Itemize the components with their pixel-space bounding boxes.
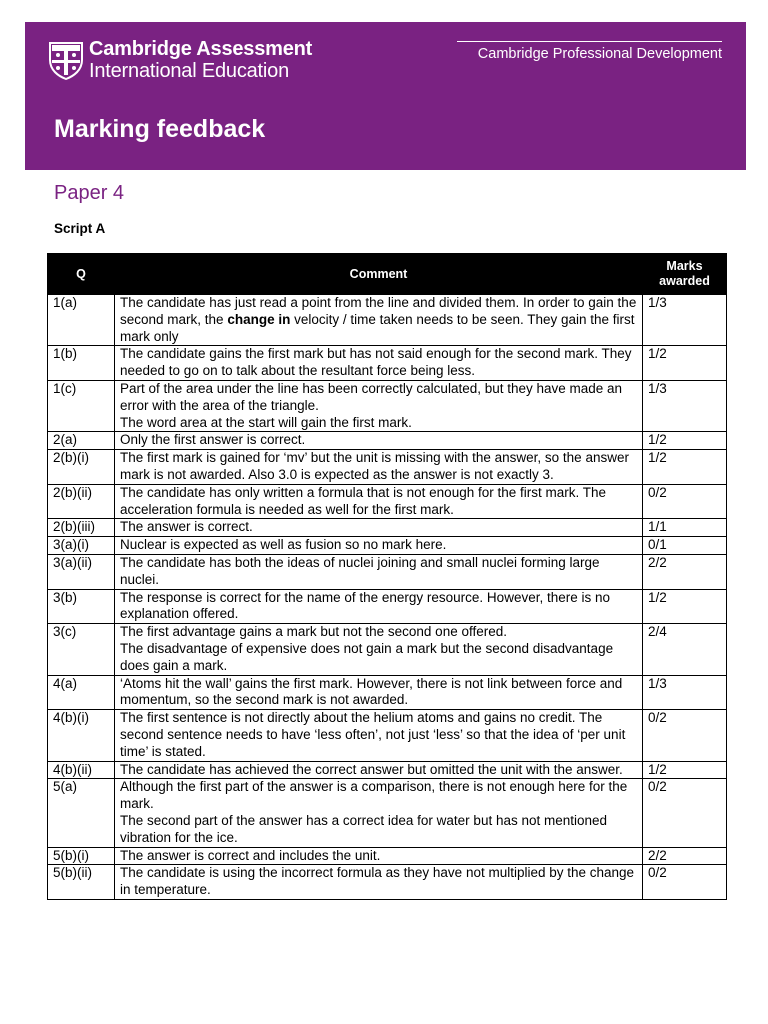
marks-cell: 0/2 [643, 710, 727, 761]
comment-line: The first sentence is not directly about the helium atoms and gains no credit. The second sentence needs to have ‘less often’, not just ‘less’ so that the idea of ‘per unit time’ is stated. [120, 710, 626, 759]
comment-line: Although the first part of the answer is a comparison, there is not enough here for the mark. [120, 779, 628, 812]
table-row [48, 450, 727, 485]
table-row [48, 537, 727, 555]
marks-cell: 1/2 [643, 589, 727, 624]
table-row [48, 295, 727, 346]
script-heading: Script A [54, 221, 106, 236]
marks-cell: 0/2 [643, 865, 727, 900]
question-cell: 3(c) [48, 624, 115, 675]
comment-line: ‘Atoms hit the wall’ gains the first mark. However, there is not link between force and momentum, so the second mark is not awarded. [120, 675, 623, 708]
column-header-comment: Comment [115, 254, 643, 295]
cambridge-shield-logo [47, 40, 85, 80]
table-row [48, 519, 727, 537]
marks-cell: 1/2 [643, 450, 727, 485]
comment-line: The candidate has only written a formula that is not enough for the first mark. The acceleration formula is needed as well for the first mark. [120, 484, 607, 517]
table-row [48, 779, 727, 847]
comment-cell [115, 450, 643, 485]
table-row [48, 484, 727, 519]
comment-line: The candidate has achieved the correct answer but omitted the unit with the answer. [120, 761, 623, 777]
table-row [48, 675, 727, 710]
marks-cell: 0/2 [643, 779, 727, 847]
table-row [48, 847, 727, 865]
question-cell: 1(b) [48, 346, 115, 381]
question-cell: 5(b)(i) [48, 847, 115, 865]
question-cell: 2(b)(ii) [48, 484, 115, 519]
page-title: Marking feedback [54, 115, 266, 143]
comment-line: Only the first answer is correct. [120, 432, 306, 448]
comment-cell [115, 624, 643, 675]
question-cell: 3(a)(i) [48, 537, 115, 555]
comment-cell [115, 761, 643, 779]
comment-cell [115, 484, 643, 519]
table-row [48, 865, 727, 900]
comment-cell [115, 295, 643, 346]
table-row [48, 554, 727, 589]
comment-cell [115, 589, 643, 624]
comment-cell [115, 380, 643, 431]
question-cell: 2(a) [48, 432, 115, 450]
comment-line: The response is correct for the name of the energy resource. However, there is no explanation offered. [120, 589, 610, 622]
marks-cell: 2/4 [643, 624, 727, 675]
emphasis-text: change in [227, 311, 291, 327]
table-row [48, 710, 727, 761]
comment-line: The candidate has just read a point from the line and divided them. In order to gain the second mark, the change in velocity / time taken needs to be seen. They gain the first mark only [120, 295, 637, 344]
org-line2: International Education [89, 60, 289, 82]
comment-cell [115, 537, 643, 555]
marks-cell: 1/3 [643, 295, 727, 346]
table-row [48, 380, 727, 431]
comment-line: The word area at the start will gain the first mark. [120, 414, 412, 430]
comment-line: The answer is correct. [120, 519, 253, 535]
feedback-table [47, 253, 727, 900]
comment-cell [115, 865, 643, 900]
question-cell: 4(b)(ii) [48, 761, 115, 779]
comment-cell [115, 675, 643, 710]
org-name [89, 38, 312, 82]
comment-line: The second part of the answer has a correct idea for water but has not mentioned vibration for the ice. [120, 812, 608, 845]
table-row [48, 761, 727, 779]
marks-cell: 1/1 [643, 519, 727, 537]
cpd-label: Cambridge Professional Development [477, 46, 722, 62]
question-cell: 4(a) [48, 675, 115, 710]
column-header-marks: Marks awarded [643, 254, 727, 295]
question-cell: 3(a)(ii) [48, 554, 115, 589]
marks-cell: 0/1 [643, 537, 727, 555]
comment-cell [115, 554, 643, 589]
comment-line: Nuclear is expected as well as fusion so no mark here. [120, 537, 447, 553]
question-cell: 3(b) [48, 589, 115, 624]
header-banner [25, 22, 746, 170]
table-row [48, 346, 727, 381]
marks-cell: 1/2 [643, 761, 727, 779]
comment-line: The candidate has both the ideas of nuclei joining and small nuclei forming large nuclei. [120, 554, 600, 587]
marks-cell: 0/2 [643, 484, 727, 519]
comment-line: Part of the area under the line has been correctly calculated, but they have made an error with the area of the triangle. [120, 380, 623, 413]
comment-cell [115, 432, 643, 450]
comment-line: The candidate is using the incorrect formula as they have not multiplied by the change in temperature. [120, 865, 635, 898]
divider [457, 41, 722, 42]
comment-cell [115, 346, 643, 381]
marks-cell: 1/3 [643, 380, 727, 431]
table-row [48, 589, 727, 624]
table-row [48, 432, 727, 450]
org-line1: Cambridge Assessment [89, 38, 313, 60]
marks-cell: 2/2 [643, 554, 727, 589]
table-header-row [48, 254, 727, 295]
column-header-q: Q [48, 254, 115, 295]
table-row [48, 624, 727, 675]
comment-cell [115, 847, 643, 865]
question-cell: 1(a) [48, 295, 115, 346]
question-cell: 2(b)(iii) [48, 519, 115, 537]
marks-cell: 1/2 [643, 432, 727, 450]
question-cell: 5(a) [48, 779, 115, 847]
question-cell: 4(b)(i) [48, 710, 115, 761]
comment-line: The answer is correct and includes the unit. [120, 847, 381, 863]
comment-cell [115, 710, 643, 761]
comment-cell [115, 519, 643, 537]
paper-heading: Paper 4 [54, 182, 125, 204]
marks-cell: 2/2 [643, 847, 727, 865]
marks-cell: 1/3 [643, 675, 727, 710]
comment-line: The disadvantage of expensive does not gain a mark but the second disadvantage does gain a mark. [120, 640, 614, 673]
comment-cell [115, 779, 643, 847]
comment-line: The first advantage gains a mark but not the second one offered. [120, 624, 507, 640]
marks-cell: 1/2 [643, 346, 727, 381]
comment-line: The first mark is gained for ‘mv’ but the unit is missing with the answer, so the answer mark is not awarded. Also 3.0 is expected as the answer is not exactly 3. [120, 450, 629, 482]
question-cell: 1(c) [48, 380, 115, 431]
question-cell: 5(b)(ii) [48, 865, 115, 900]
question-cell: 2(b)(i) [48, 450, 115, 485]
comment-line: The candidate gains the first mark but has not said enough for the second mark. They needed to go on to talk about the resultant force being less. [120, 346, 632, 379]
